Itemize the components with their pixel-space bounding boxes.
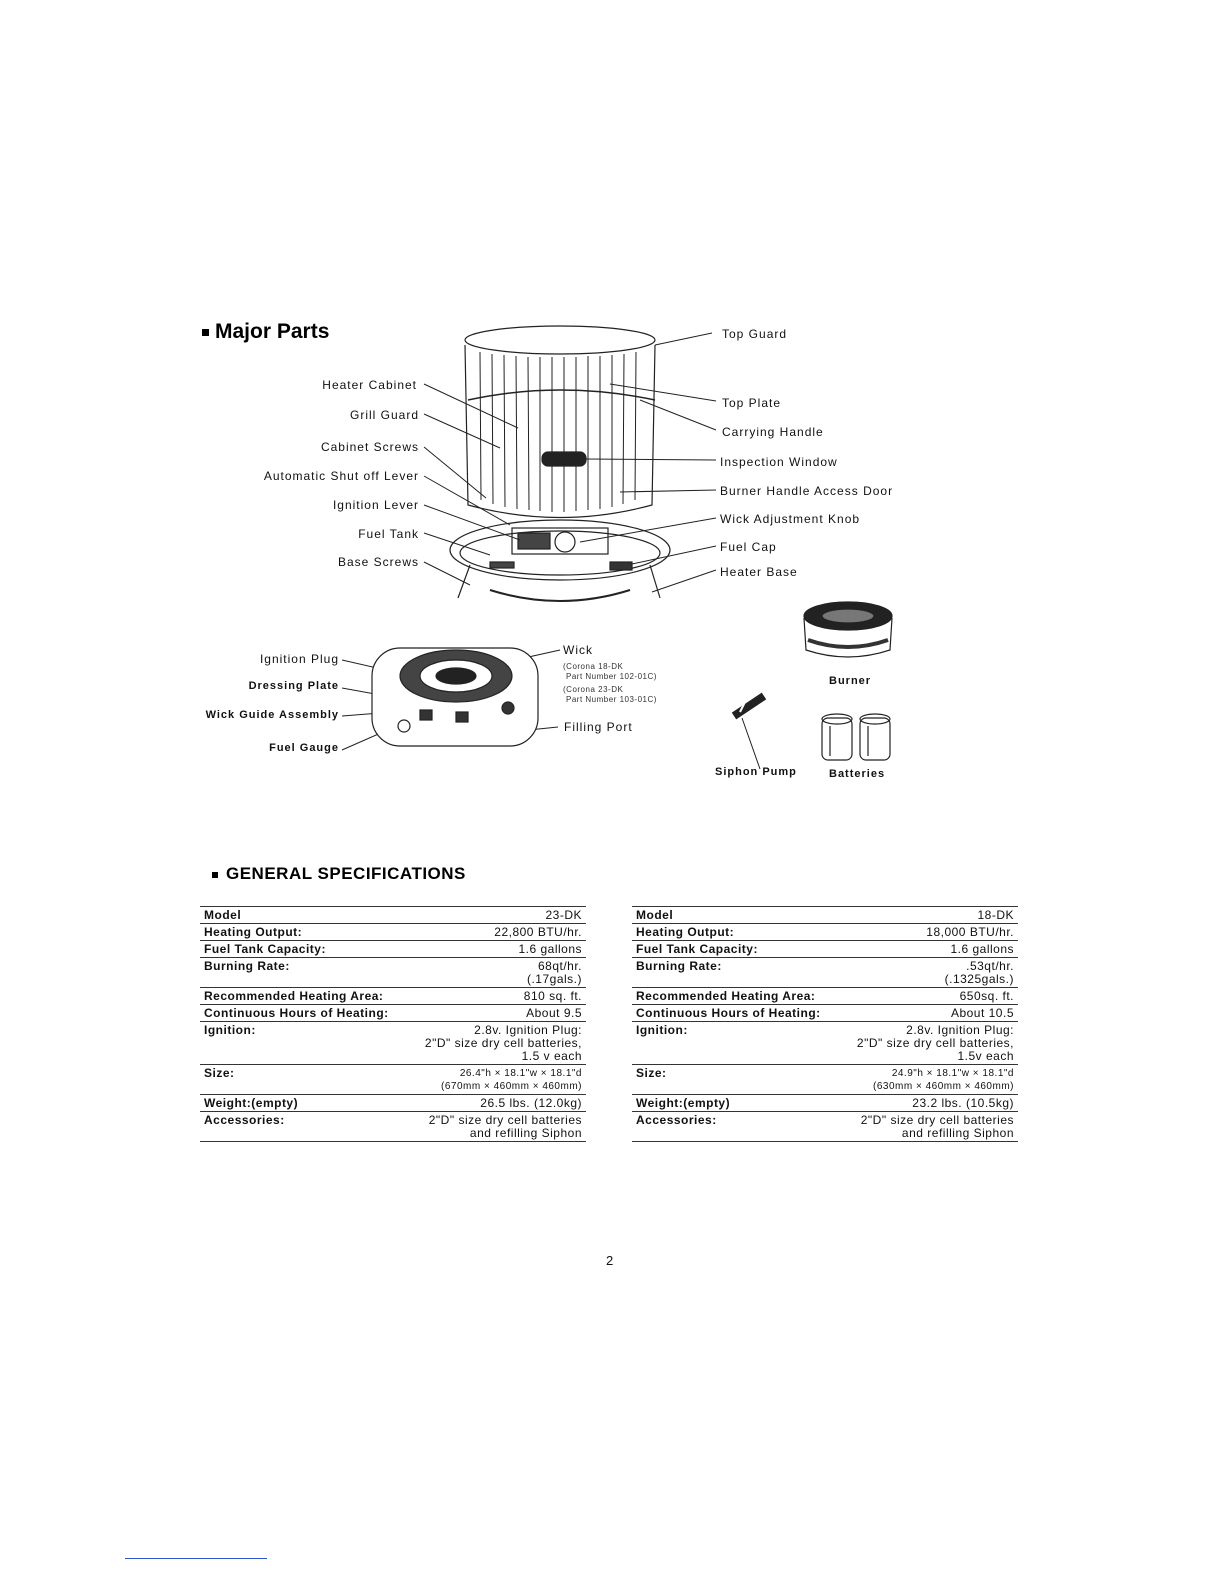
table-row — [200, 988, 586, 1005]
spec-key: Ignition: — [632, 1022, 840, 1065]
spec-table-23dk — [200, 906, 586, 1142]
spec-value: 18,000 BTU/hr. — [840, 924, 1018, 941]
table-row — [632, 1005, 1018, 1022]
spec-value: 2.8v. Ignition Plug: 2"D" size dry cell batteries, 1.5v each — [840, 1022, 1018, 1065]
spec-value: 23.2 lbs. (10.5kg) — [840, 1095, 1018, 1112]
label-carrying-handle: Carrying Handle — [722, 425, 824, 439]
table-row — [632, 958, 1018, 988]
table-row — [632, 1095, 1018, 1112]
table-row — [200, 1005, 586, 1022]
label-top-guard: Top Guard — [722, 327, 788, 341]
label-inspection-window: Inspection Window — [720, 455, 838, 469]
spec-value: About 10.5 — [840, 1005, 1018, 1022]
label-cabinet-screws: Cabinet Screws — [320, 440, 419, 454]
label-wick-guide-assembly: Wick Guide Assembly — [205, 709, 339, 721]
label-automatic-shut-off-lever: Automatic Shut off Lever — [263, 469, 419, 483]
label-base-screws: Base Screws — [337, 555, 419, 569]
spec-key: Recommended Heating Area: — [632, 988, 840, 1005]
spec-value: About 9.5 — [408, 1005, 586, 1022]
label-filling-port: Filling Port — [564, 720, 633, 734]
label-ignition-plug: Ignition Plug — [259, 652, 339, 666]
spec-value: 810 sq. ft. — [408, 988, 586, 1005]
spec-value: 2"D" size dry cell batteries and refilling Siphon — [408, 1112, 586, 1142]
spec-key: Model — [200, 907, 408, 924]
label-burner-handle-access-door: Burner Handle Access Door — [720, 484, 894, 498]
label-burner: Burner — [829, 675, 872, 687]
spec-key: Accessories: — [632, 1112, 840, 1142]
footer-rule — [125, 1558, 267, 1559]
spec-key: Weight:(empty) — [632, 1095, 840, 1112]
spec-value: 26.5 lbs. (12.0kg) — [408, 1095, 586, 1112]
spec-value: 1.6 gallons — [408, 941, 586, 958]
spec-key: Heating Output: — [200, 924, 408, 941]
major-parts-title: Major Parts — [202, 320, 329, 344]
spec-value: 650sq. ft. — [840, 988, 1018, 1005]
table-row — [200, 1112, 586, 1142]
spec-key: Fuel Tank Capacity: — [632, 941, 840, 958]
spec-value: 2.8v. Ignition Plug: 2"D" size dry cell batteries, 1.5 v each — [408, 1022, 586, 1065]
spec-key: Accessories: — [200, 1112, 408, 1142]
spec-key: Size: — [632, 1065, 840, 1095]
spec-key: Continuous Hours of Heating: — [632, 1005, 840, 1022]
spec-key: Burning Rate: — [632, 958, 840, 988]
table-row — [632, 1065, 1018, 1095]
spec-key: Ignition: — [200, 1022, 408, 1065]
label-wick-adjustment-knob: Wick Adjustment Knob — [720, 512, 861, 526]
bullet-square-icon — [212, 872, 218, 878]
heater-illustration — [450, 326, 670, 601]
spec-value: 23-DK — [408, 907, 586, 924]
table-row — [200, 941, 586, 958]
batteries-illustration — [822, 714, 890, 760]
spec-value: 2"D" size dry cell batteries and refilling Siphon — [840, 1112, 1018, 1142]
table-row — [632, 1022, 1018, 1065]
table-row — [200, 1095, 586, 1112]
table-row — [632, 988, 1018, 1005]
table-row — [200, 907, 586, 924]
table-row — [200, 1065, 586, 1095]
spec-value: 26.4"h × 18.1"w × 18.1"d (670mm × 460mm × 460mm) — [408, 1065, 586, 1095]
spec-value: 68qt/hr. (.17gals.) — [408, 958, 586, 988]
table-row — [632, 907, 1018, 924]
spec-value: 22,800 BTU/hr. — [408, 924, 586, 941]
spec-key: Weight:(empty) — [200, 1095, 408, 1112]
table-row — [632, 941, 1018, 958]
label-top-plate: Top Plate — [722, 396, 782, 410]
label-fuel-tank: Fuel Tank — [358, 527, 419, 541]
table-row — [200, 1022, 586, 1065]
general-specifications-title: GENERAL SPECIFICATIONS — [212, 864, 466, 884]
spec-key: Continuous Hours of Heating: — [200, 1005, 408, 1022]
burner-illustration — [804, 602, 892, 657]
label-heater-base: Heater Base — [720, 565, 798, 579]
spec-key: Fuel Tank Capacity: — [200, 941, 408, 958]
spec-key: Heating Output: — [632, 924, 840, 941]
table-row — [632, 1112, 1018, 1142]
spec-key: Recommended Heating Area: — [200, 988, 408, 1005]
label-fuel-gauge: Fuel Gauge — [269, 742, 339, 754]
page-number: 2 — [606, 1253, 614, 1268]
spec-key: Size: — [200, 1065, 408, 1095]
label-heater-cabinet: Heater Cabinet — [322, 378, 417, 392]
spec-value: .53qt/hr. (.1325gals.) — [840, 958, 1018, 988]
label-dressing-plate: Dressing Plate — [248, 680, 339, 692]
wick-note-18dk-part: Part Number 102-01C) — [566, 672, 657, 681]
label-grill-guard: Grill Guard — [349, 408, 419, 422]
siphon-pump-illustration — [734, 696, 764, 716]
spec-value: 18-DK — [840, 907, 1018, 924]
wick-note-23dk-part: Part Number 103-01C) — [566, 695, 657, 704]
label-siphon-pump: Siphon Pump — [715, 766, 797, 778]
wick-note-18dk: (Corona 18-DK — [563, 662, 624, 671]
wick-note-23dk: (Corona 23-DK — [563, 685, 624, 694]
label-wick: Wick — [563, 643, 593, 657]
spec-table-18dk — [632, 906, 1018, 1142]
fuel-tank-illustration — [372, 648, 538, 746]
spec-value: 24.9"h × 18.1"w × 18.1"d (630mm × 460mm × 460mm) — [840, 1065, 1018, 1095]
label-batteries: Batteries — [829, 768, 886, 780]
table-row — [200, 924, 586, 941]
spec-key: Burning Rate: — [200, 958, 408, 988]
spec-key: Model — [632, 907, 840, 924]
table-row — [632, 924, 1018, 941]
label-ignition-lever: Ignition Lever — [332, 498, 419, 512]
label-fuel-cap: Fuel Cap — [720, 540, 777, 554]
spec-value: 1.6 gallons — [840, 941, 1018, 958]
table-row — [200, 958, 586, 988]
